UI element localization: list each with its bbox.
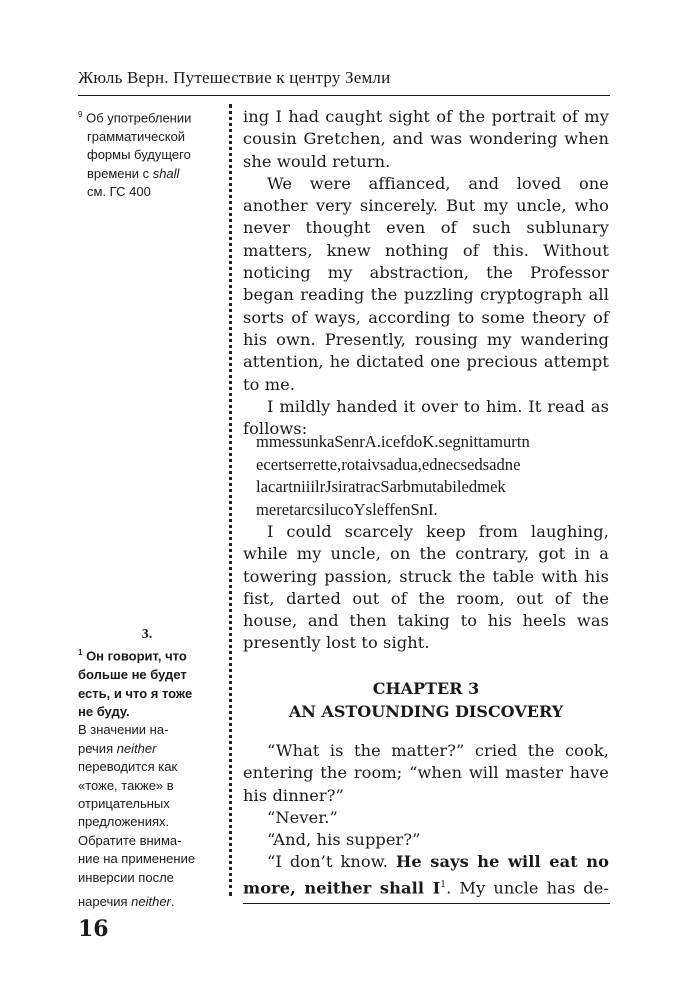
footnote-marker: 1 — [78, 648, 83, 658]
paragraph: “Never.” — [267, 807, 338, 827]
paragraph: “I don’t know. He says he will eat no more, neither shall I$^1$. My uncle has de- — [243, 852, 609, 898]
sidenote-9: $^9$ Об употреблении грамматической формы будущего времени с shall см. ГС 400 — [78, 110, 192, 199]
page-number: 16 — [78, 916, 109, 942]
chapter-title: AN ASTOUNDING DISCOVERY — [288, 702, 564, 721]
paragraph: We were affianced, and loved one another very sincerely. But my uncle, who never thought even of such sublunary matters, knew nothing of this. Without noticing my abstraction, the Professor began reading the puzzling cryptograph all sorts of ways, according to some theory of his own. Presently, rousing my wandering attention, he dictated one precious attempt to me. — [243, 173, 609, 394]
header-rule — [78, 95, 610, 96]
sidenote-1: 3. $^1$ Он говорит, что больше не будет есть, и что я тоже не буду. В значении на- речия neither переводится как «тоже, также» в отрицательных предложениях. Обратите внима- ние на применение инверсии после наречия neither. — [78, 626, 216, 911]
paragraph: “What is the matter?” cried the cook, entering the room; “when will master have his dinner?” — [243, 741, 609, 805]
footnote-marker: 9 — [78, 110, 83, 119]
main-text-lower — [243, 740, 609, 899]
cryptogram-line: meretarcsilucoYsleffenSnI. — [256, 499, 438, 519]
chapter-heading — [243, 677, 609, 723]
cryptogram-line: lacartniiilrJsiratracSarbmutabiledmek — [256, 477, 506, 497]
main-text-upper — [243, 106, 609, 440]
running-header: Жюль Верн. Путешествие к центру Земли — [78, 68, 391, 87]
margin-dotted-divider — [229, 104, 232, 896]
cryptogram-block — [256, 431, 612, 521]
cryptogram-line: mmessunkaSenrA.icefdoK.segnittamurtn — [256, 432, 530, 451]
footnote-marker: 1 — [440, 879, 447, 890]
paragraph: I could scarcely keep from laughing, while my uncle, on the contrary, got in a towering passion, struck the table with his fist, darted out of the room, out of the house, and then taking to his heels was presently lost to sight. — [243, 522, 609, 653]
paragraph: ing I had caught sight of the portrait of my cousin Gretchen, and was wondering when she would return. — [243, 107, 609, 171]
paragraph: I mildly handed it over to him. It read as follows: — [243, 396, 609, 439]
chapter-number: CHAPTER 3 — [372, 679, 480, 698]
cryptogram-line: ecertserrette,rotaivsadua,ednecsedsadne — [256, 454, 521, 474]
footer-rule — [243, 903, 610, 904]
highlighted-phrase: He says he will eat no more, neither shall I — [243, 852, 609, 898]
main-text-middle — [243, 521, 609, 655]
sidenote-section-number: 3. — [141, 627, 153, 642]
paragraph: “And, his supper?” — [267, 830, 421, 850]
